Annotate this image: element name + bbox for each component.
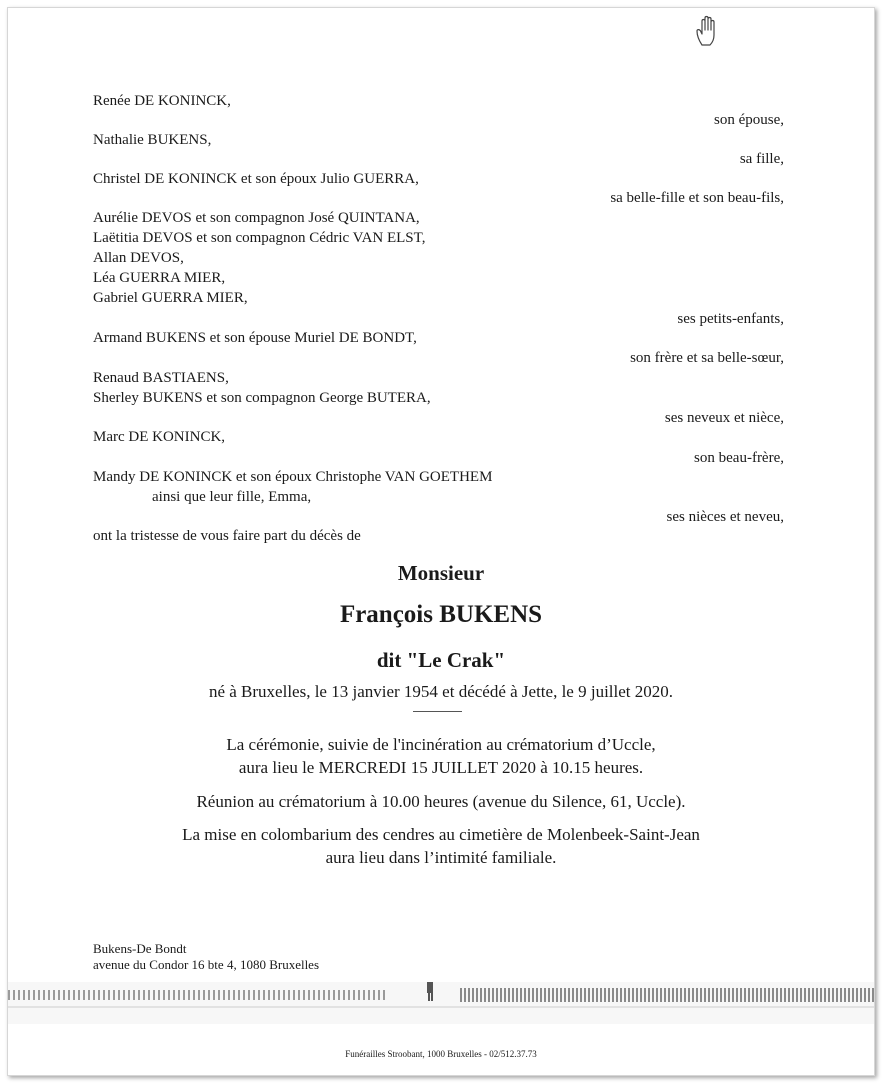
family-member-line: Aurélie DEVOS et son compagnon José QUINTANA, <box>93 210 420 226</box>
colombarium-line: aura lieu dans l’intimité familiale. <box>325 848 557 867</box>
family-member-line: Allan DEVOS, <box>93 250 184 266</box>
relation-label: son frère et sa belle-sœur, <box>630 350 784 366</box>
family-member-line: Laëtitia DEVOS et son compagnon Cédric VAN ELST, <box>93 230 426 246</box>
relation-label: ses nièces et neveu, <box>666 509 784 525</box>
family-member-line: Gabriel GUERRA MIER, <box>93 290 248 306</box>
relation-label: ses neveux et nièce, <box>664 410 784 426</box>
relation-label: sa fille, <box>739 151 784 167</box>
funeral-home-footer: Funérailles Stroobant, 1000 Bruxelles - 02/512.37.73 <box>345 1049 537 1059</box>
deceased-nickname: dit "Le Crak" <box>376 648 506 672</box>
ceremony-line: La cérémonie, suivie de l'incinération au crématorium d’Uccle, <box>226 735 656 754</box>
divider <box>413 711 462 712</box>
deceased-dates: né à Bruxelles, le 13 janvier 1954 et décédé à Jette, le 9 juillet 2020. <box>208 682 674 701</box>
family-member-line: ainsi que leur fille, Emma, <box>152 489 312 505</box>
relation-label: son épouse, <box>714 112 784 128</box>
colombarium-line: La mise en colombarium des cendres au cimetière de Molenbeek-Saint-Jean <box>182 825 700 844</box>
family-member-line: Renaud BASTIAENS, <box>93 370 229 386</box>
obituary-page <box>7 7 875 1076</box>
relation-label: son beau-frère, <box>694 450 784 466</box>
family-member-line: Renée DE KONINCK, <box>93 93 231 109</box>
deceased-name: François BUKENS <box>339 601 543 628</box>
family-member-line: Nathalie BUKENS, <box>93 132 212 148</box>
signature-address: avenue du Condor 16 bte 4, 1080 Bruxelles <box>93 957 320 972</box>
family-member-line: Sherley BUKENS et son compagnon George BUTERA, <box>93 390 431 406</box>
ceremony-line: aura lieu le MERCREDI 15 JUILLET 2020 à 10.15 heures. <box>238 758 644 777</box>
hand-icon <box>694 15 722 49</box>
family-member-line: Marc DE KONINCK, <box>93 429 226 445</box>
family-member-line: Armand BUKENS et son épouse Muriel DE BONDT, <box>93 330 417 346</box>
signature-name: Bukens-De Bondt <box>93 941 187 956</box>
relation-label: sa belle-fille et son beau-fils, <box>610 190 784 206</box>
decorative-strip <box>8 982 874 1024</box>
family-member-line: Mandy DE KONINCK et son époux Christophe VAN GOETHEM <box>93 469 493 485</box>
family-member-line: Léa GUERRA MIER, <box>93 270 226 286</box>
deceased-title: Monsieur <box>397 561 485 585</box>
announcement-line: ont la tristesse de vous faire part du décès de <box>93 528 361 544</box>
family-member-line: Christel DE KONINCK et son époux Julio GUERRA, <box>93 171 419 187</box>
reunion-line: Réunion au crématorium à 10.00 heures (avenue du Silence, 61, Uccle). <box>196 792 686 811</box>
relation-label: ses petits-enfants, <box>677 311 784 327</box>
